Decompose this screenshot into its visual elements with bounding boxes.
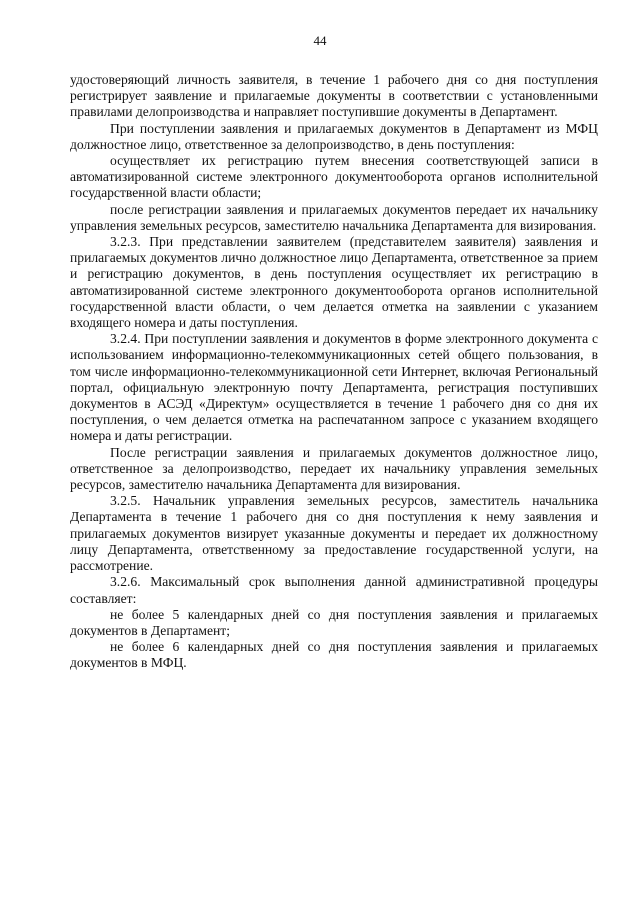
paragraph-2: При поступлении заявления и прилагаемых документов в Департамент из МФЦ должностное лицо, ответственное за делопроизводство, в день поступления: [70,120,598,152]
paragraph-6: 3.2.4. При поступлении заявления и документов в форме электронного документа с использованием информационно-телекоммуникационных сетей общего пользования, в том числе информационно-телекоммуникационной сети Интернет, включая Региональный портал, официальную электронную почту Департамента, регистрация поступивших документов в АСЭД «Директум» осуществляется в течение 1 рабочего дня со дня их поступления, о чем делается отметка на распечатанном запросе с указанием входящего номера и даты регистрации. [70,331,598,444]
paragraph-4: после регистрации заявления и прилагаемых документов передает их начальнику управления земельных ресурсов, заместителю начальника Департамента для визирования. [70,201,598,233]
paragraph-5: 3.2.3. При представлении заявителем (представителем заявителя) заявления и прилагаемых документов лично должностное лицо Департамента, ответственное за прием и регистрацию документов, в день поступления осуществляет их регистрацию в автоматизированной системе электронного документооборота органов исполнительной государственной власти области, о чем делается отметка на заявлении с указанием входящего номера и даты поступления. [70,234,598,331]
paragraph-10: не более 5 календарных дней со дня поступления заявления и прилагаемых документов в Департамент; [70,606,598,638]
paragraph-8: 3.2.5. Начальник управления земельных ресурсов, заместитель начальника Департамента в течение 1 рабочего дня со дня поступления к нему заявления и прилагаемых документов визирует указанные документы и передает их должностному лицу Департамента, ответственному за предоставление государственной услуги, на рассмотрение. [70,493,598,574]
document-body [70,72,598,672]
page-number: 44 [313,33,327,48]
paragraph-3: осуществляет их регистрацию путем внесения соответствующей записи в автоматизированной системе электронного документооборота органов исполнительной государственной власти области; [70,153,598,201]
paragraph-11: не более 6 календарных дней со дня поступления заявления и прилагаемых документов в МФЦ. [70,639,598,671]
paragraph-1: удостоверяющий личность заявителя, в течение 1 рабочего дня со дня поступления регистрирует заявление и прилагаемые документы в соответствии с установленными правилами делопроизводства и направляет поступившие документы в Департамент. [70,72,598,120]
paragraph-7: После регистрации заявления и прилагаемых документов должностное лицо, ответственное за делопроизводство, передает их начальнику управления земельных ресурсов, заместителю начальника Департамента для визирования. [70,444,598,493]
paragraph-9: 3.2.6. Максимальный срок выполнения данной административной процедуры составляет: [70,574,598,606]
